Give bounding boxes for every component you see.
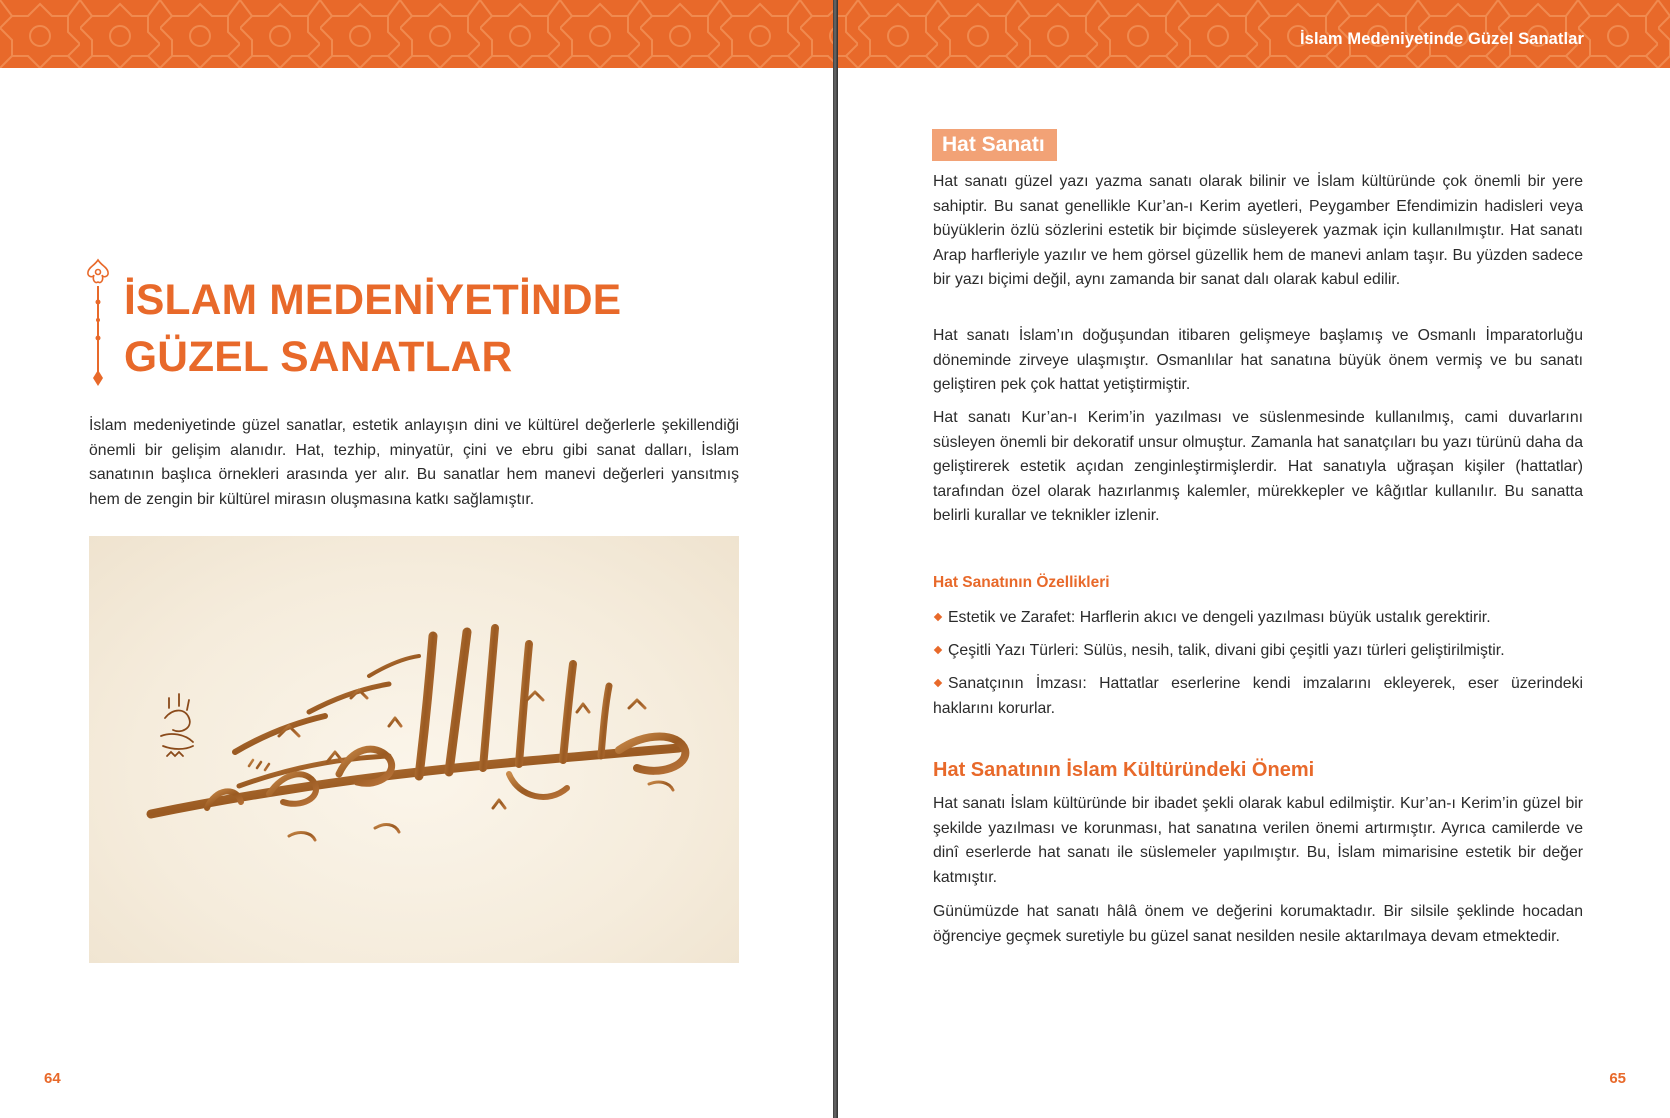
chapter-title [124, 272, 621, 386]
bullet-diamond-icon [934, 679, 942, 687]
right-page [838, 0, 1670, 1118]
features-list [933, 606, 1583, 730]
chapter-title-line-2: GÜZEL SANATLAR [124, 334, 513, 381]
paragraph-2: Hat sanatı İslam’ın doğuşundan itibaren gelişmeye başlamış ve Osmanlı İmparatorluğu döneminde zirveye ulaşmıştır. Osmanlılar hat sanatına büyük önem vermiş ve bu sanatı geliştiren pek çok hattat yetiştirmiştir. [933, 327, 1583, 394]
header-band-right [838, 0, 1670, 68]
features-title: Hat Sanatının Özellikleri [933, 574, 1110, 591]
header-band [0, 0, 833, 68]
feature-text: Sanatçının İmzası: Hattatlar eserlerine kendi imzalarını ekleyerek, eser üzerindeki haklarını korurlar. [933, 675, 1583, 717]
calligraphy-artwork [89, 536, 739, 963]
page-number-left: 64 [44, 1070, 61, 1087]
importance-paragraph-1: Hat sanatı İslam kültüründe bir ibadet şekli olarak kabul edilmiştir. Kur’an-ı Kerim’in güzel bir şekilde yazılması ve korunması, hat sanatına verilen önemi artırmıştır. Ayrıca camilerde ve dinî eserlerde hat sanatı ile süslemeler yapılmıştır. Bu, İslam mimarisine estetik bir değer katmıştır. [933, 795, 1583, 886]
paragraph-3: Hat sanatı Kur’an-ı Kerim’in yazılması ve süslenmesinde kullanılmış, cami duvarlarını süsleyen önemli bir dekoratif unsur olmuştur. Zamanla hat sanatçıları bu yazı türünü daha da geliştirerek estetik açıdan zenginleştirmişlerdir. Hat sanatıyla uğraşan kişiler (hattatlar) tarafından özel olarak hazırlanmış kalemler, mürekkepler ve kâğıtlar kullanılır. Bu sanatta belirli kurallar ve teknikler izlenir. [933, 409, 1583, 525]
paragraph-1: Hat sanatı güzel yazı yazma sanatı olarak bilinir ve İslam kültüründe çok önemli bir yere sahiptir. Bu sanat genellikle Kur’an-ı Kerim ayetleri, Peygamber Efendimizin hadisleri veya büyüklerin özlü sözlerini estetik bir biçimde süsleyerek yazmak için kullanılmıştır. Hat sanatı Arap harfleriyle yazılır ve hem görsel güzellik hem de manevi anlam taşır. Bu yüzden sadece bir yazı biçimi değil, aynı zamanda bir sanat dalı olarak kabul edilir. [933, 173, 1583, 289]
chapter-title-line-1: İSLAM MEDENİYETİNDE [124, 277, 622, 324]
feature-item [933, 672, 1583, 721]
title-ornament-icon [86, 258, 110, 388]
geometric-pattern-icon [0, 0, 833, 68]
left-page [0, 0, 833, 1118]
bullet-diamond-icon [934, 646, 942, 654]
feature-item [933, 639, 1583, 664]
calligraphy-basmala-icon [89, 536, 739, 963]
bullet-diamond-icon [934, 613, 942, 621]
running-head: İslam Medeniyetinde Güzel Sanatlar [1300, 30, 1584, 48]
importance-title: Hat Sanatının İslam Kültüründeki Önemi [933, 759, 1315, 781]
feature-text: Estetik ve Zarafet: Harflerin akıcı ve dengeli yazılması büyük ustalık gerektirir. [948, 609, 1491, 626]
feature-item [933, 606, 1583, 631]
importance-paragraph-2: Günümüzde hat sanatı hâlâ önem ve değerini korumaktadır. Bir silsile şeklinde hocadan öğrenciye geçmek suretiyle bu güzel sanat nesilden nesile aktarılmaya devam etmektedir. [933, 903, 1583, 945]
section-title-hat-sanati: Hat Sanatı [932, 129, 1057, 161]
feature-text: Çeşitli Yazı Türleri: Sülüs, nesih, talik, divani gibi çeşitli yazı türleri geliştirilmiştir. [948, 642, 1505, 660]
intro-paragraph: İslam medeniyetinde güzel sanatlar, estetik anlayışın dini ve kültürel değerlerle şekillendiği önemli bir gelişim alanıdır. Hat, tezhip, minyatür, çini ve ebru gibi sanat dalları, İslam sanatının başlıca örnekleri arasında yer alır. Bu sanatlar hem manevi değerleri yansıtmış hem de zengin bir kültürel mirasın oluşmasına katkı sağlamıştır. [89, 417, 739, 508]
page-number-right: 65 [1609, 1070, 1626, 1087]
